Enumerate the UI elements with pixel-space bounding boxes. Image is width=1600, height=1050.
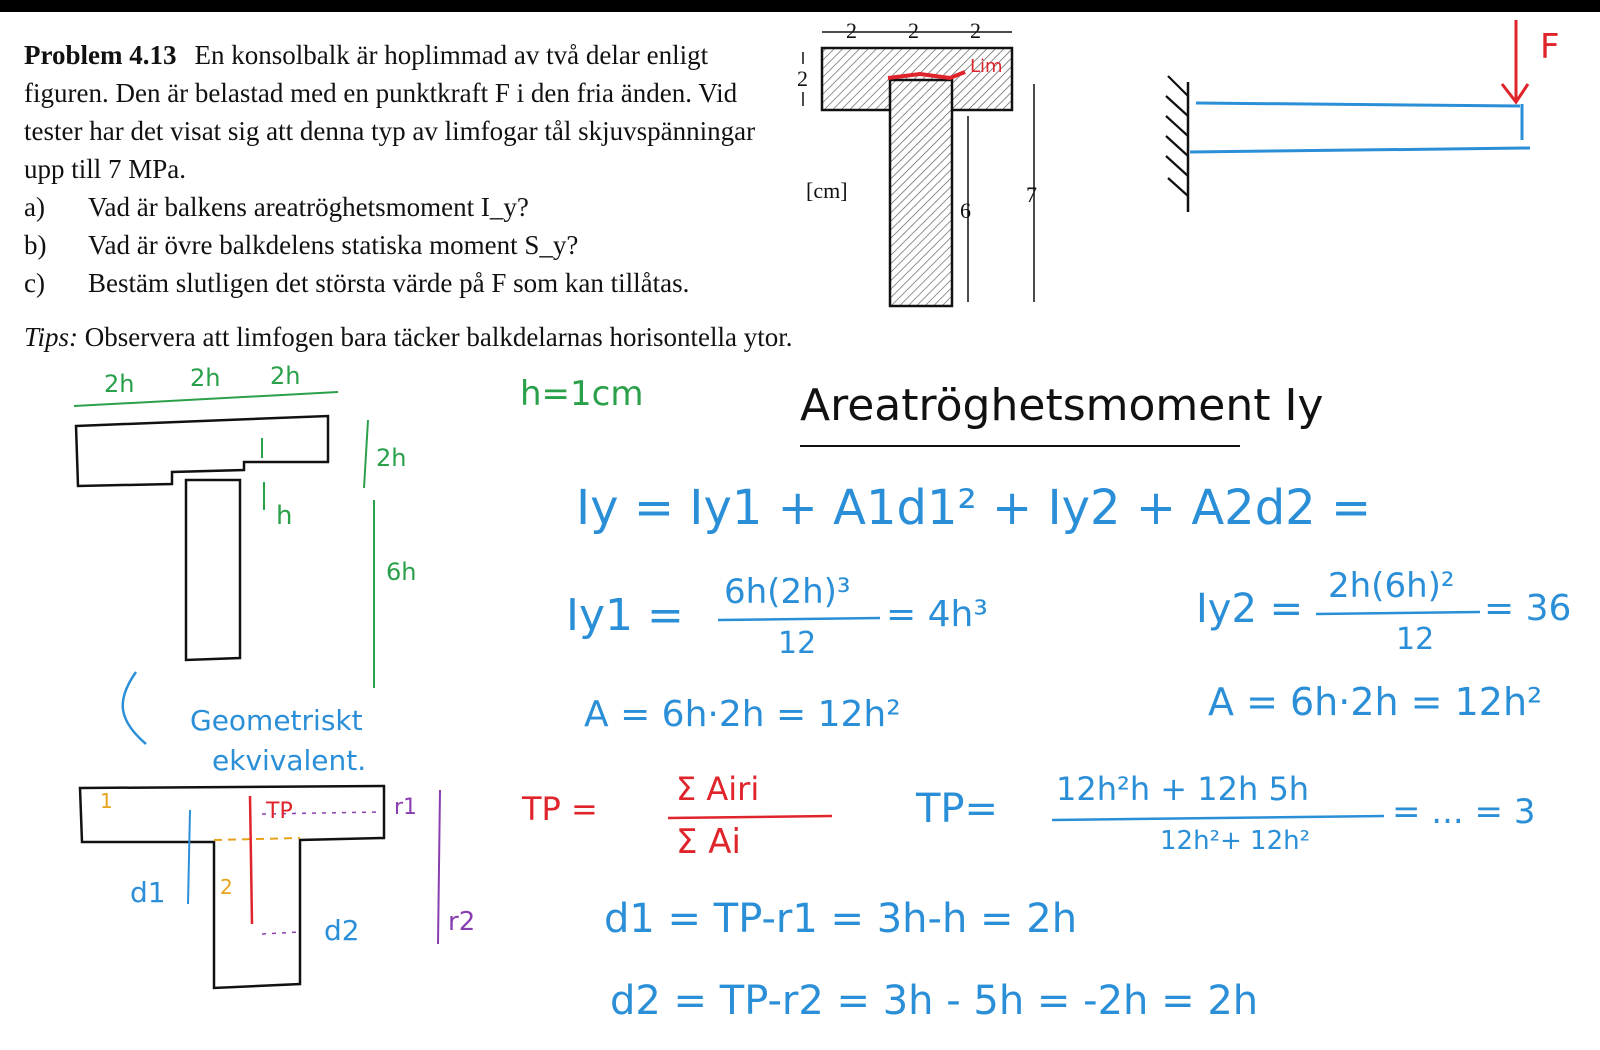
question-c-label: c) — [24, 268, 45, 298]
sketch-dim-2h-3: 2h — [270, 362, 301, 390]
sketch-r2: r2 — [448, 907, 476, 937]
tp-calc-num: 12h²h + 12h 5h — [1056, 770, 1310, 808]
question-a-label: a) — [24, 192, 45, 222]
sketch-dim-h: h — [276, 501, 293, 531]
question-c-text: Bestäm slutligen det största värde på F som kan tillåtas. — [88, 268, 690, 298]
sketch-part-1: 1 — [100, 789, 113, 813]
eq-iy2-rhs: = 36 — [1484, 588, 1572, 629]
eq-iy2-lhs: Iy2 = — [1196, 586, 1304, 632]
tp-formula-num: Σ Airi — [676, 770, 760, 808]
eq-iy1-num: 6h(2h)³ — [724, 572, 851, 612]
tips-text: Observera att limfogen bara täcker balkdelarnas horisontella ytor. — [84, 322, 793, 352]
sketch-d2: d2 — [324, 914, 360, 947]
frac-bar-tp2 — [1052, 816, 1384, 820]
eq-area-1: A = 6h·2h = 12h² — [584, 694, 901, 735]
question-b-label: b) — [24, 230, 47, 260]
sketch-t-top — [74, 362, 416, 744]
tp-formula-lhs: TP = — [522, 790, 598, 828]
cantilever-sketch — [1166, 20, 1560, 212]
eq-area-2: A = 6h·2h = 12h² — [1208, 680, 1543, 724]
question-a-text: Vad är balkens areatröghetsmoment I_y? — [88, 192, 529, 222]
d2-line: d2 = TP-r2 = 3h - 5h = -2h = 2h — [610, 978, 1259, 1024]
dim-top-2: 2 — [908, 18, 919, 43]
tp-formula-den: Σ Ai — [676, 822, 741, 862]
equiv-line-2: ekvivalent. — [212, 744, 367, 777]
sketch-r1: r1 — [394, 795, 418, 820]
sketch-part-2: 2 — [220, 875, 233, 899]
glue-label: Lim — [970, 56, 1003, 77]
problem-intro-text: En konsolbalk är hoplimmad av två delar enligt figuren. Den är belastad med en punktkraft F i den fria änden. Vid tester har det visat sig att denna typ av limfogar tål skjuvspänningar upp till 7 MPa. — [24, 40, 756, 184]
question-b-text: Vad är övre balkdelens statiska moment S_y? — [88, 230, 579, 260]
frac-bar-iy2 — [1316, 612, 1480, 614]
tips-label: Tips: — [24, 322, 79, 352]
sketch-dim-2h-2: 2h — [190, 364, 221, 392]
tp-calc-den: 12h²+ 12h² — [1160, 826, 1311, 856]
heading-iy: Areatröghetsmoment Iy — [800, 380, 1324, 431]
sketch-dim-6h: 6h — [386, 558, 417, 586]
h-definition: h=1cm — [520, 374, 644, 414]
eq-iy2-den: 12 — [1396, 622, 1435, 657]
eq-main: Iy = Iy1 + A1d1² + Iy2 + A2d2 = — [576, 480, 1372, 536]
eq-iy1-den: 12 — [778, 626, 817, 661]
sketch-dim-2h-right: 2h — [376, 444, 407, 472]
eq-iy1-lhs: Iy1 = — [566, 590, 684, 641]
unit-label: [cm] — [806, 178, 848, 203]
eq-iy2-num: 2h(6h)² — [1328, 566, 1455, 606]
sketch-d1: d1 — [130, 876, 166, 909]
frac-bar-iy1 — [718, 618, 880, 620]
d1-line: d1 = TP-r1 = 3h-h = 2h — [604, 896, 1078, 942]
frac-bar-tp — [668, 816, 832, 818]
problem-title: Problem 4.13 — [24, 40, 177, 70]
tp-calc-lhs: TP= — [916, 786, 999, 832]
equiv-line-1: Geometriskt — [190, 704, 363, 737]
force-label: F — [1540, 27, 1560, 67]
sketch-tp: TP — [266, 799, 293, 824]
sketch-t-bottom — [80, 786, 475, 988]
dim-left: 2 — [797, 66, 808, 91]
web-part — [890, 80, 952, 306]
tp-calc-rhs: = ... = 3 — [1392, 792, 1536, 832]
eq-iy1-rhs: = 4h³ — [886, 594, 988, 635]
sketch-dim-2h-1: 2h — [104, 370, 135, 398]
dim-7: 7 — [1026, 182, 1037, 207]
dim-top-3: 2 — [970, 18, 981, 43]
dim-6: 6 — [960, 198, 971, 223]
dim-top-1: 2 — [846, 18, 857, 43]
t-profile-figure — [797, 18, 1037, 306]
